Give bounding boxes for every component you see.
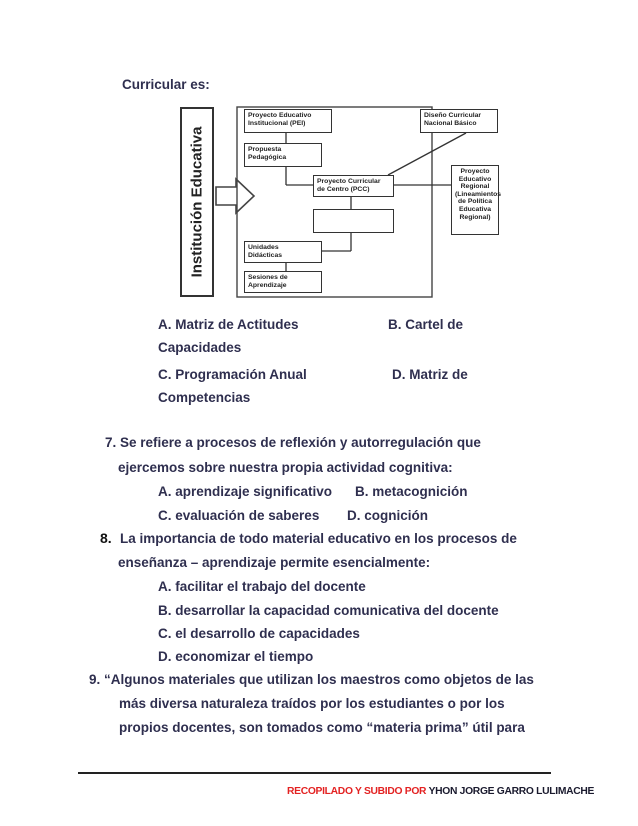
propuesta-box: [244, 143, 322, 167]
pei-line-1: Proyecto Educativo: [248, 112, 312, 119]
q9-line-3: propios docentes, son tomados como “materia prima” útil para: [119, 720, 525, 735]
regional-line-3: Regional: [460, 183, 490, 191]
unidades-box: [244, 241, 322, 263]
footer-author: YHON JORGE GARRO LULIMACHE: [428, 786, 595, 797]
q8-option-c: C. el desarrollo de capacidades: [158, 626, 360, 641]
footer: [287, 786, 594, 797]
q6-option-d: D. Matriz de: [392, 367, 468, 382]
regional-line-2: Educativo: [458, 175, 492, 183]
q9-line-1: 9. “Algunos materiales que utilizan los maestros como objetos de las: [89, 672, 534, 687]
q8-option-d: D. economizar el tiempo: [158, 649, 314, 664]
regional-box: [451, 165, 502, 235]
regional-line-7: Regional): [459, 213, 491, 221]
regional-line-4: (Lineamientos: [455, 190, 502, 198]
unidades-line-2: Didácticas: [248, 251, 283, 259]
q8-option-b: B. desarrollar la capacidad comunicativa del docente: [158, 603, 499, 618]
q8-line-2: enseñanza – aprendizaje permite esencialmente:: [118, 555, 431, 570]
footer-credit-label: RECOPILADO Y SUBIDO POR: [287, 786, 429, 797]
propuesta-line-2: Pedagógica: [248, 153, 287, 161]
q6-option-a: A. Matriz de Actitudes: [158, 317, 299, 332]
q8-number: 8.: [100, 530, 112, 546]
pcc-line-2: de Centro (PCC): [317, 185, 370, 193]
q7-option-c: C. evaluación de saberes: [158, 508, 320, 523]
institucion-box: [180, 107, 214, 297]
diseno-line-2: Nacional Básico: [424, 119, 477, 127]
q6-option-c: C. Programación Anual: [158, 367, 307, 382]
pcc-line-1: Proyecto Curricular: [317, 178, 381, 185]
pei-line-2: Institucional (PEI): [248, 119, 306, 127]
sesiones-box: [244, 271, 322, 293]
diseno-box: [420, 109, 498, 133]
q7-line-1: 7. Se refiere a procesos de reflexión y autorregulación que: [105, 435, 481, 450]
q7-option-a: A. aprendizaje significativo: [158, 484, 333, 499]
institucion-label: Institución Educativa: [188, 126, 206, 278]
diseno-line-1: Diseño Curricular: [424, 112, 482, 119]
regional-line-5: de Política: [458, 198, 492, 206]
pei-box: [244, 109, 332, 133]
regional-line-1: Proyecto: [460, 168, 490, 175]
q9-line-2: más diversa naturaleza traídos por los estudiantes o por los: [119, 696, 505, 711]
q7-option-b: B. metacognición: [355, 484, 468, 499]
pcc-box: [313, 175, 394, 197]
q6-option-b: B. Cartel de: [388, 317, 464, 332]
q8-option-a: A. facilitar el trabajo del docente: [158, 579, 366, 594]
propuesta-line-1: Propuesta: [248, 146, 282, 153]
q6-option-d-cont: Competencias: [158, 390, 251, 405]
empty-box: [313, 209, 394, 233]
arrow-shape: [216, 179, 254, 213]
sesiones-line-1: Sesiones de: [248, 274, 288, 281]
sesiones-line-2: Aprendizaje: [248, 281, 287, 289]
q6-option-b-cont: Capacidades: [158, 340, 242, 355]
q7-line-2: ejercemos sobre nuestra propia actividad cognitiva:: [118, 460, 453, 475]
footer-divider: [78, 772, 551, 774]
frame-rect: [237, 107, 432, 297]
header-text: Curricular es:: [122, 77, 210, 92]
q7-option-d: D. cognición: [347, 508, 428, 523]
q8-line-1: La importancia de todo material educativo en los procesos de: [120, 531, 517, 546]
regional-line-6: Educativa: [458, 205, 492, 213]
unidades-line-1: Unidades: [248, 244, 279, 251]
curriculum-diagram: [176, 103, 501, 300]
